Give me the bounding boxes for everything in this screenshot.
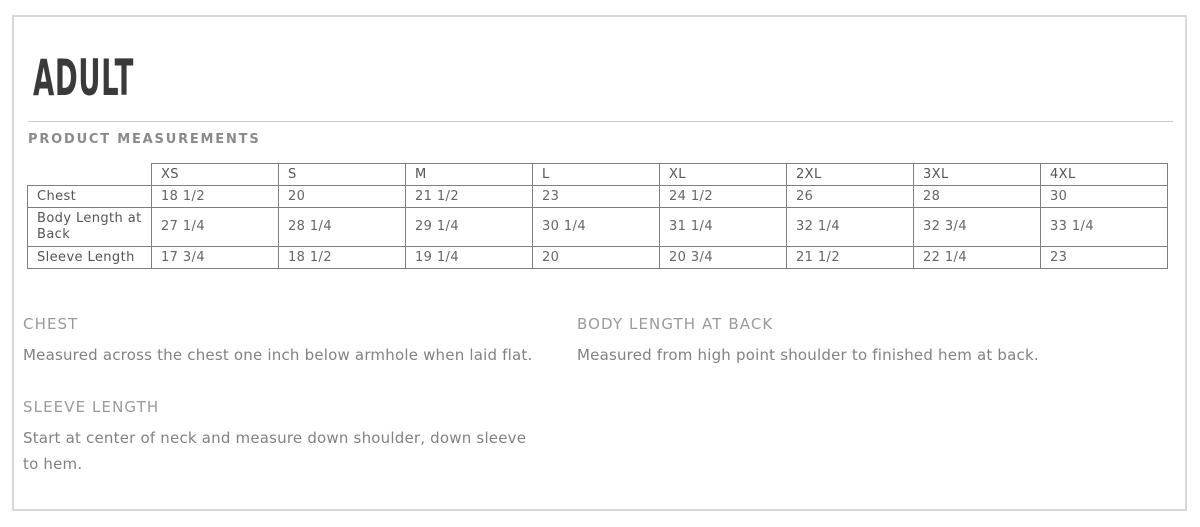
definition-description: Start at center of neck and measure down shoulder, down sleeve to hem. bbox=[23, 429, 527, 473]
cell-value: 24 1/2 bbox=[660, 186, 787, 208]
definition-description: Measured from high point shoulder to finished hem at back. bbox=[577, 346, 1039, 364]
cell-value: 19 1/4 bbox=[406, 247, 533, 269]
cell-value: 31 1/4 bbox=[660, 208, 787, 247]
cell-value: 28 1/4 bbox=[279, 208, 406, 247]
cell-value: 20 bbox=[279, 186, 406, 208]
definition-chest bbox=[23, 316, 543, 368]
cell-value: 21 1/2 bbox=[406, 186, 533, 208]
definition-term: CHEST bbox=[23, 315, 79, 333]
cell-value: 27 1/4 bbox=[152, 208, 279, 247]
page-title: ADULT bbox=[33, 49, 134, 107]
table-row-body-length bbox=[28, 208, 1168, 247]
column-header-3xl: 3XL bbox=[914, 164, 1041, 186]
cell-value: 18 1/2 bbox=[152, 186, 279, 208]
cell-value: 18 1/2 bbox=[279, 247, 406, 269]
cell-value: 28 bbox=[914, 186, 1041, 208]
table-header-row bbox=[28, 164, 1168, 186]
cell-value: 30 bbox=[1041, 186, 1168, 208]
cell-value: 26 bbox=[787, 186, 914, 208]
definition-description: Measured across the chest one inch below armhole when laid flat. bbox=[23, 346, 533, 364]
definition-term: BODY LENGTH AT BACK bbox=[577, 315, 774, 333]
table-corner-cell bbox=[28, 164, 152, 186]
row-label: Sleeve Length bbox=[28, 247, 152, 269]
table-row-sleeve-length bbox=[28, 247, 1168, 269]
cell-value: 32 3/4 bbox=[914, 208, 1041, 247]
definition-term: SLEEVE LENGTH bbox=[23, 398, 160, 416]
cell-value: 21 1/2 bbox=[787, 247, 914, 269]
cell-value: 20 bbox=[533, 247, 660, 269]
definition-body-length bbox=[577, 316, 1147, 368]
column-header-xl: XL bbox=[660, 164, 787, 186]
column-header-4xl: 4XL bbox=[1041, 164, 1168, 186]
table-row-chest bbox=[28, 186, 1168, 208]
cell-value: 23 bbox=[1041, 247, 1168, 269]
column-header-s: S bbox=[279, 164, 406, 186]
cell-value: 17 3/4 bbox=[152, 247, 279, 269]
cell-value: 30 1/4 bbox=[533, 208, 660, 247]
section-title: PRODUCT MEASUREMENTS bbox=[28, 132, 261, 147]
column-header-m: M bbox=[406, 164, 533, 186]
measurements-table bbox=[27, 163, 1168, 269]
cell-value: 22 1/4 bbox=[914, 247, 1041, 269]
cell-value: 23 bbox=[533, 186, 660, 208]
cell-value: 32 1/4 bbox=[787, 208, 914, 247]
cell-value: 29 1/4 bbox=[406, 208, 533, 247]
column-header-l: L bbox=[533, 164, 660, 186]
cell-value: 33 1/4 bbox=[1041, 208, 1168, 247]
column-header-2xl: 2XL bbox=[787, 164, 914, 186]
row-label: Body Length at Back bbox=[28, 208, 152, 247]
column-header-xs: XS bbox=[152, 164, 279, 186]
cell-value: 20 3/4 bbox=[660, 247, 787, 269]
row-label: Chest bbox=[28, 186, 152, 208]
definition-sleeve-length bbox=[23, 399, 543, 477]
header-divider bbox=[28, 121, 1173, 122]
